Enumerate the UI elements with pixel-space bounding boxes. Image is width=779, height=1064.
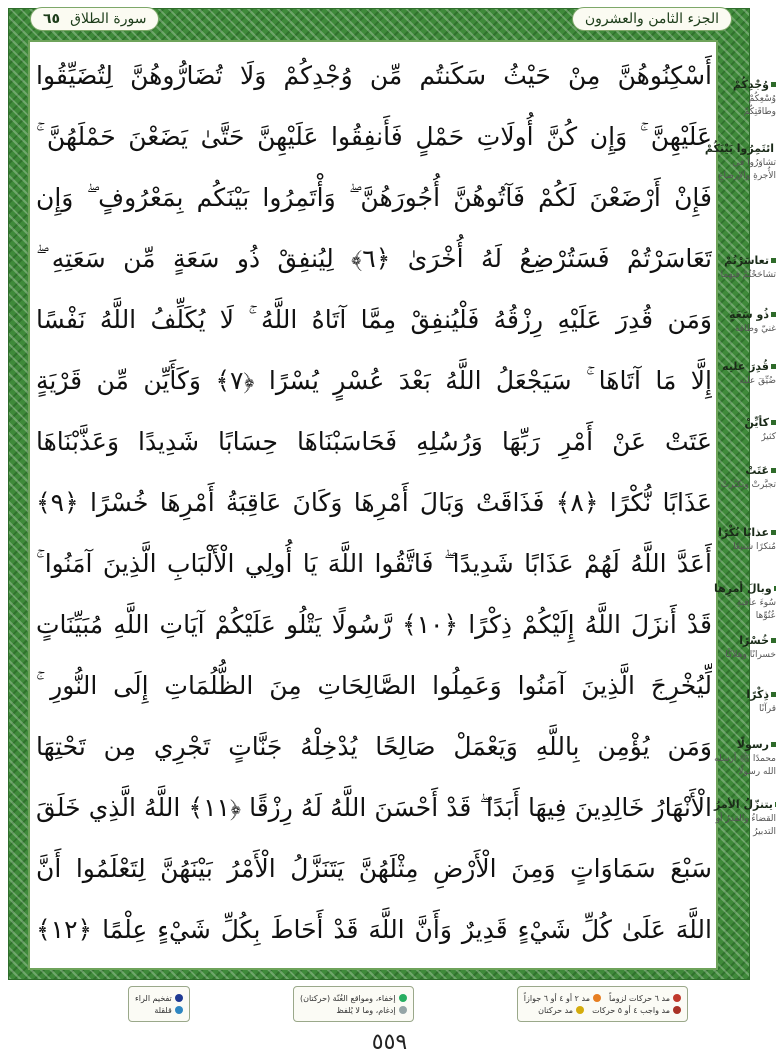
glossary-item: [714, 582, 776, 623]
legend-label: مد حركتان: [538, 1005, 574, 1015]
glossary-term-text: ائتَمِرُوا بَيْنَكُمْ: [704, 142, 774, 155]
glossary-definition: مُنكرًا شنيعًا: [733, 542, 776, 552]
page-number: ٥٥٩: [371, 1030, 408, 1055]
legend-label: مد ٦ حركات لزوماً: [609, 993, 670, 1003]
glossary-item: [714, 78, 776, 119]
glossary-definition: سُوءَ عاقبةِ عُتُوِّها: [736, 598, 776, 621]
glossary-term: [714, 738, 776, 751]
quran-line: الْأَنْهَارُ خَالِدِينَ فِيهَا أَبَدًا ۖ قَدْ أَحْسَنَ اللَّهُ لَهُ رِزْقًا ﴿١١﴾ اللَّهُ الَّذِي خَلَقَ: [36, 793, 712, 822]
color-dot-icon: [175, 994, 183, 1002]
glossary-definition: خسرانًا وهلاكًا: [725, 650, 776, 660]
bullet-icon: [771, 530, 776, 535]
glossary-item: [714, 688, 776, 716]
legend-label: قلقلة: [154, 1005, 172, 1015]
glossary-term-text: وُجْدِكُمْ: [732, 78, 769, 91]
glossary-term-text: عَتَتْ: [745, 464, 769, 477]
legend-other: [128, 986, 190, 1022]
glossary-definition: تشاوَرُوا في الأُجرةِ والإرضاعِ: [718, 158, 776, 181]
quran-line: قَدْ أَنزَلَ اللَّهُ إِلَيْكُمْ ذِكْرًا ﴿١٠﴾ رَّسُولًا يَتْلُو عَلَيْكُمْ آيَاتِ اللَّهِ مُبَيِّنَاتٍ: [36, 610, 712, 639]
legend-label: مد واجب ٤ أو ٥ حركات: [592, 1005, 670, 1015]
glossary-item: [714, 308, 776, 336]
glossary-term-text: ذِكْرًا: [746, 688, 769, 701]
glossary-item: [714, 360, 776, 388]
quran-line: إِلَّا مَا آتَاهَا ۚ سَيَجْعَلُ اللَّهُ بَعْدَ عُسْرٍ يُسْرًا ﴿٧﴾ وَكَأَيِّن مِّن قَرْيَةٍ: [36, 366, 712, 395]
legend-item: [592, 1006, 681, 1015]
surah-label: سورة الطلاق: [70, 11, 147, 27]
quran-line: عَذَابًا نُّكْرًا ﴿٨﴾ فَذَاقَتْ وَبَالَ أَمْرِهَا وَكَانَ عَاقِبَةُ أَمْرِهَا خُسْرًا ﴿٩﴾: [36, 488, 712, 517]
juz-header: [572, 7, 732, 31]
color-dot-icon: [399, 994, 407, 1002]
bullet-icon: [771, 742, 776, 747]
bullet-icon: [775, 802, 776, 807]
glossary-item: [714, 464, 776, 492]
color-dot-icon: [673, 994, 681, 1002]
bullet-icon: [771, 638, 776, 643]
glossary-term: [714, 582, 776, 595]
glossary-sidebar: [704, 78, 776, 958]
quran-line: اللَّهَ عَلَىٰ كُلِّ شَيْءٍ قَدِيرٌ وَأَنَّ اللَّهَ قَدْ أَحَاطَ بِكُلِّ شَيْءٍ عِلْمًا ﴿١٢﴾: [36, 915, 712, 944]
glossary-term: [704, 142, 776, 155]
bullet-icon: [771, 420, 776, 425]
color-dot-icon: [593, 994, 601, 1002]
legend-item: [154, 1006, 182, 1015]
legend-item: [524, 994, 601, 1003]
bullet-icon: [771, 364, 776, 369]
glossary-term: [714, 78, 776, 91]
legend-madd: [517, 986, 688, 1022]
glossary-term-text: تعاسَرْتُمْ: [724, 254, 769, 267]
quran-line: وَمَن يُؤْمِن بِاللَّهِ وَيَعْمَلْ صَالِحًا يُدْخِلْهُ جَنَّاتٍ تَجْرِي مِن تَحْتِهَا: [36, 732, 712, 761]
legend-label: إخفاء، ومواقع الغُنّة (حركتان): [300, 993, 396, 1003]
legend-label: تفخيم الراء: [135, 993, 172, 1003]
quran-line: أَسْكِنُوهُنَّ مِنْ حَيْثُ سَكَنتُم مِّن وُجْدِكُمْ وَلَا تُضَارُّوهُنَّ لِتُضَيِّقُوا: [36, 61, 712, 90]
glossary-item: [714, 526, 776, 554]
legend-row: [300, 994, 407, 1003]
glossary-term-text: عذابًا نُكْرًا: [718, 526, 769, 539]
quran-line: تَعَاسَرْتُمْ فَسَتُرْضِعُ لَهُ أُخْرَىٰ ﴿٦﴾ لِيُنفِقْ ذُو سَعَةٍ مِّن سَعَتِهِ ۖ: [36, 244, 712, 273]
glossary-term: [714, 254, 776, 267]
glossary-definition: قرآنًا: [758, 704, 776, 714]
bullet-icon: [771, 692, 776, 697]
glossary-term: [714, 360, 776, 373]
legend-item: [135, 994, 183, 1003]
glossary-term-text: رسولًا: [736, 738, 769, 751]
legend-ghunna: [293, 986, 414, 1022]
glossary-definition: وُسْعِكُمْ وطاقَتِكُمْ: [743, 94, 776, 117]
bullet-icon: [771, 258, 776, 263]
quran-line: أَعَدَّ اللَّهُ لَهُمْ عَذَابًا شَدِيدًا ۖ فَاتَّقُوا اللَّهَ يَا أُولِي الْأَلْبَابِ الَّذِينَ آمَنُوا ۚ: [36, 549, 712, 578]
legend-row: [135, 1006, 183, 1015]
quran-line: فَإِنْ أَرْضَعْنَ لَكُمْ فَآتُوهُنَّ أُجُورَهُنَّ ۖ وَأْتَمِرُوا بَيْنَكُم بِمَعْرُوفٍ ۖ وَإِن: [36, 183, 712, 212]
legend-item: [609, 994, 681, 1003]
surah-page-number: ٦٥: [43, 11, 61, 27]
glossary-item: [714, 738, 776, 779]
color-dot-icon: [399, 1006, 407, 1014]
glossary-term-text: وبالَ أمرِها: [714, 582, 772, 595]
glossary-term-text: كأيِّنْ: [744, 416, 769, 429]
legend-row: [524, 1006, 681, 1015]
quran-line: سَبْعَ سَمَاوَاتٍ وَمِنَ الْأَرْضِ مِثْلَهُنَّ يَتَنَزَّلُ الْأَمْرُ بَيْنَهُنَّ لِتَعْلَمُوا أَنَّ: [36, 854, 712, 883]
glossary-term-text: ذُو سَعَةٍ: [728, 308, 769, 321]
legend-row: [300, 1006, 407, 1015]
legend-item: [336, 1006, 406, 1015]
glossary-term: [714, 526, 776, 539]
glossary-term-text: قُدِرَ عليه: [722, 360, 769, 373]
glossary-term-text: يتنزّلُ الأمرُ: [714, 798, 773, 811]
legend-row: [524, 994, 681, 1003]
quran-line: عَلَيْهِنَّ ۚ وَإِن كُنَّ أُولَاتِ حَمْلٍ فَأَنفِقُوا عَلَيْهِنَّ حَتَّىٰ يَضَعْنَ حَمْلَهُنَّ ۚ: [36, 122, 712, 151]
glossary-definition: ضُيِّقَ عليه: [739, 376, 776, 386]
surah-header: [30, 7, 159, 31]
glossary-term-text: خُسْرًا: [739, 634, 769, 647]
glossary-item: [714, 634, 776, 662]
quran-line: وَمَن قُدِرَ عَلَيْهِ رِزْقُهُ فَلْيُنفِقْ مِمَّا آتَاهُ اللَّهُ ۚ لَا يُكَلِّفُ اللَّهُ نَفْسًا: [36, 305, 712, 334]
legend-item: [538, 1006, 584, 1015]
quran-line: لِّيُخْرِجَ الَّذِينَ آمَنُوا وَعَمِلُوا الصَّالِحَاتِ مِنَ الظُّلُمَاتِ إِلَى النُّورِ ۚ: [36, 671, 712, 700]
glossary-term: [714, 798, 776, 811]
legend-row: [135, 994, 183, 1003]
glossary-definition: تشاحَحْتُمْ فيهما: [720, 270, 776, 280]
glossary-item: [714, 254, 776, 282]
glossary-item: [714, 416, 776, 444]
glossary-term: [714, 308, 776, 321]
quran-line: عَتَتْ عَنْ أَمْرِ رَبِّهَا وَرُسُلِهِ فَحَاسَبْنَاهَا حِسَابًا شَدِيدًا وَعَذَّبْنَاهَا: [36, 427, 712, 456]
glossary-term: [714, 416, 776, 429]
quran-text-area: [28, 40, 718, 970]
glossary-term: [714, 634, 776, 647]
glossary-definition: غنيّ وطاقة: [734, 324, 776, 334]
glossary-term: [714, 688, 776, 701]
bullet-icon: [771, 468, 776, 473]
glossary-definition: تجبَّرتْ وتكبَّرتْ: [720, 480, 776, 490]
glossary-definition: محمدًا ﷺ أرسله الله رسولًا: [714, 754, 776, 777]
legend-item: [300, 994, 407, 1003]
juz-label: الجزء الثامن والعشرون: [584, 11, 719, 27]
bullet-icon: [771, 312, 776, 317]
bullet-icon: [771, 82, 776, 87]
bullet-icon: [774, 586, 776, 591]
glossary-definition: القضاءُ والقدرُ أو التدبيرُ: [715, 814, 776, 837]
color-dot-icon: [576, 1006, 584, 1014]
glossary-item: [714, 798, 776, 839]
legend-label: مد ٢ أو ٤ أو ٦ جوازاً: [523, 993, 590, 1003]
color-dot-icon: [673, 1006, 681, 1014]
legend-label: إدغام، وما لا يُلفظ: [336, 1005, 396, 1015]
tajweed-legend: [128, 986, 688, 1022]
page-header: [30, 6, 732, 32]
glossary-definition: كثيرٌ: [761, 432, 776, 442]
color-dot-icon: [175, 1006, 183, 1014]
glossary-term: [714, 464, 776, 477]
glossary-item: [704, 142, 776, 183]
